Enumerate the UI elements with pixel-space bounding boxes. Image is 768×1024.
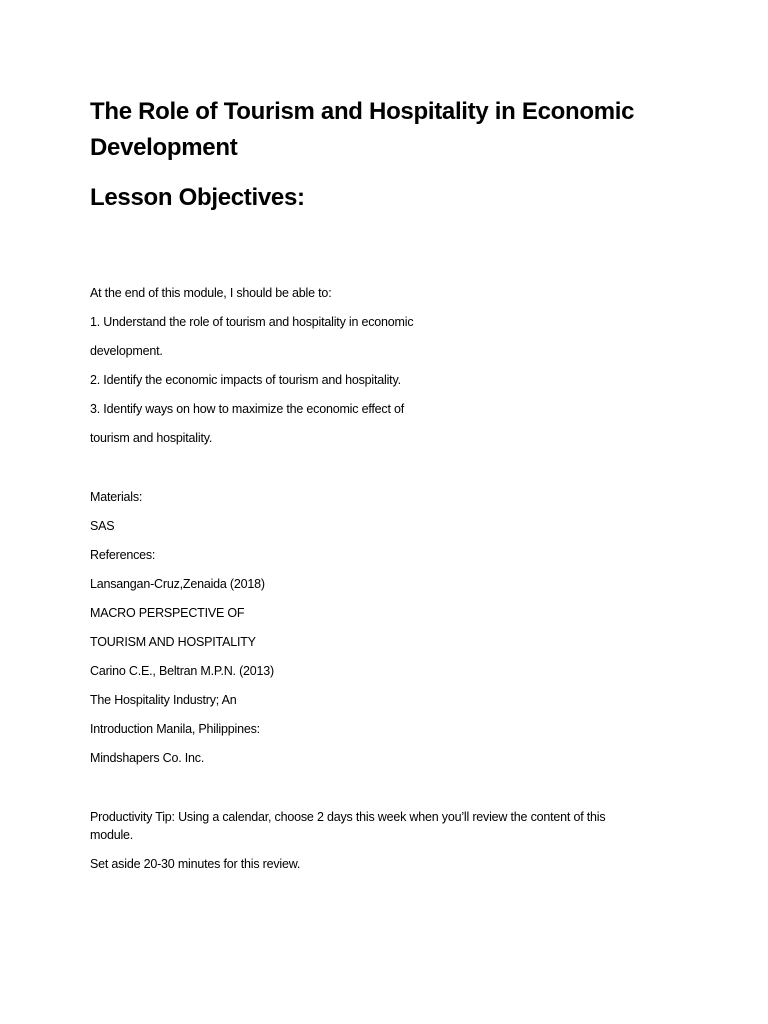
objective-line: development. xyxy=(90,344,163,358)
objective-line: tourism and hospitality. xyxy=(90,431,213,445)
references-label: References: xyxy=(90,548,156,562)
document-title: The Role of Tourism and Hospitality in Economic Development xyxy=(90,98,635,161)
reference-line: TOURISM AND HOSPITALITY xyxy=(90,635,256,649)
productivity-tip: Productivity Tip: Using a calendar, choose 2 days this week when you’ll review the content of this module. xyxy=(90,810,606,842)
reference-line: The Hospitality Industry; An xyxy=(90,693,237,707)
objective-line: 3. Identify ways on how to maximize the economic effect of xyxy=(90,402,405,416)
materials-label: Materials: xyxy=(90,490,143,504)
materials-value: SAS xyxy=(90,519,115,533)
objective-line: 1. Understand the role of tourism and hospitality in economic xyxy=(90,315,414,329)
objectives-heading: Lesson Objectives: xyxy=(90,184,305,211)
reference-line: Carino C.E., Beltran M.P.N. (2013) xyxy=(90,664,275,678)
reference-line: Introduction Manila, Philippines: xyxy=(90,722,260,736)
objective-line: 2. Identify the economic impacts of tourism and hospitality. xyxy=(90,373,401,387)
reference-line: Mindshapers Co. Inc. xyxy=(90,751,205,765)
intro-text: At the end of this module, I should be able to: xyxy=(90,286,332,300)
reference-line: MACRO PERSPECTIVE OF xyxy=(90,606,245,620)
review-note: Set aside 20-30 minutes for this review. xyxy=(90,857,301,871)
reference-line: Lansangan-Cruz,Zenaida (2018) xyxy=(90,577,265,591)
